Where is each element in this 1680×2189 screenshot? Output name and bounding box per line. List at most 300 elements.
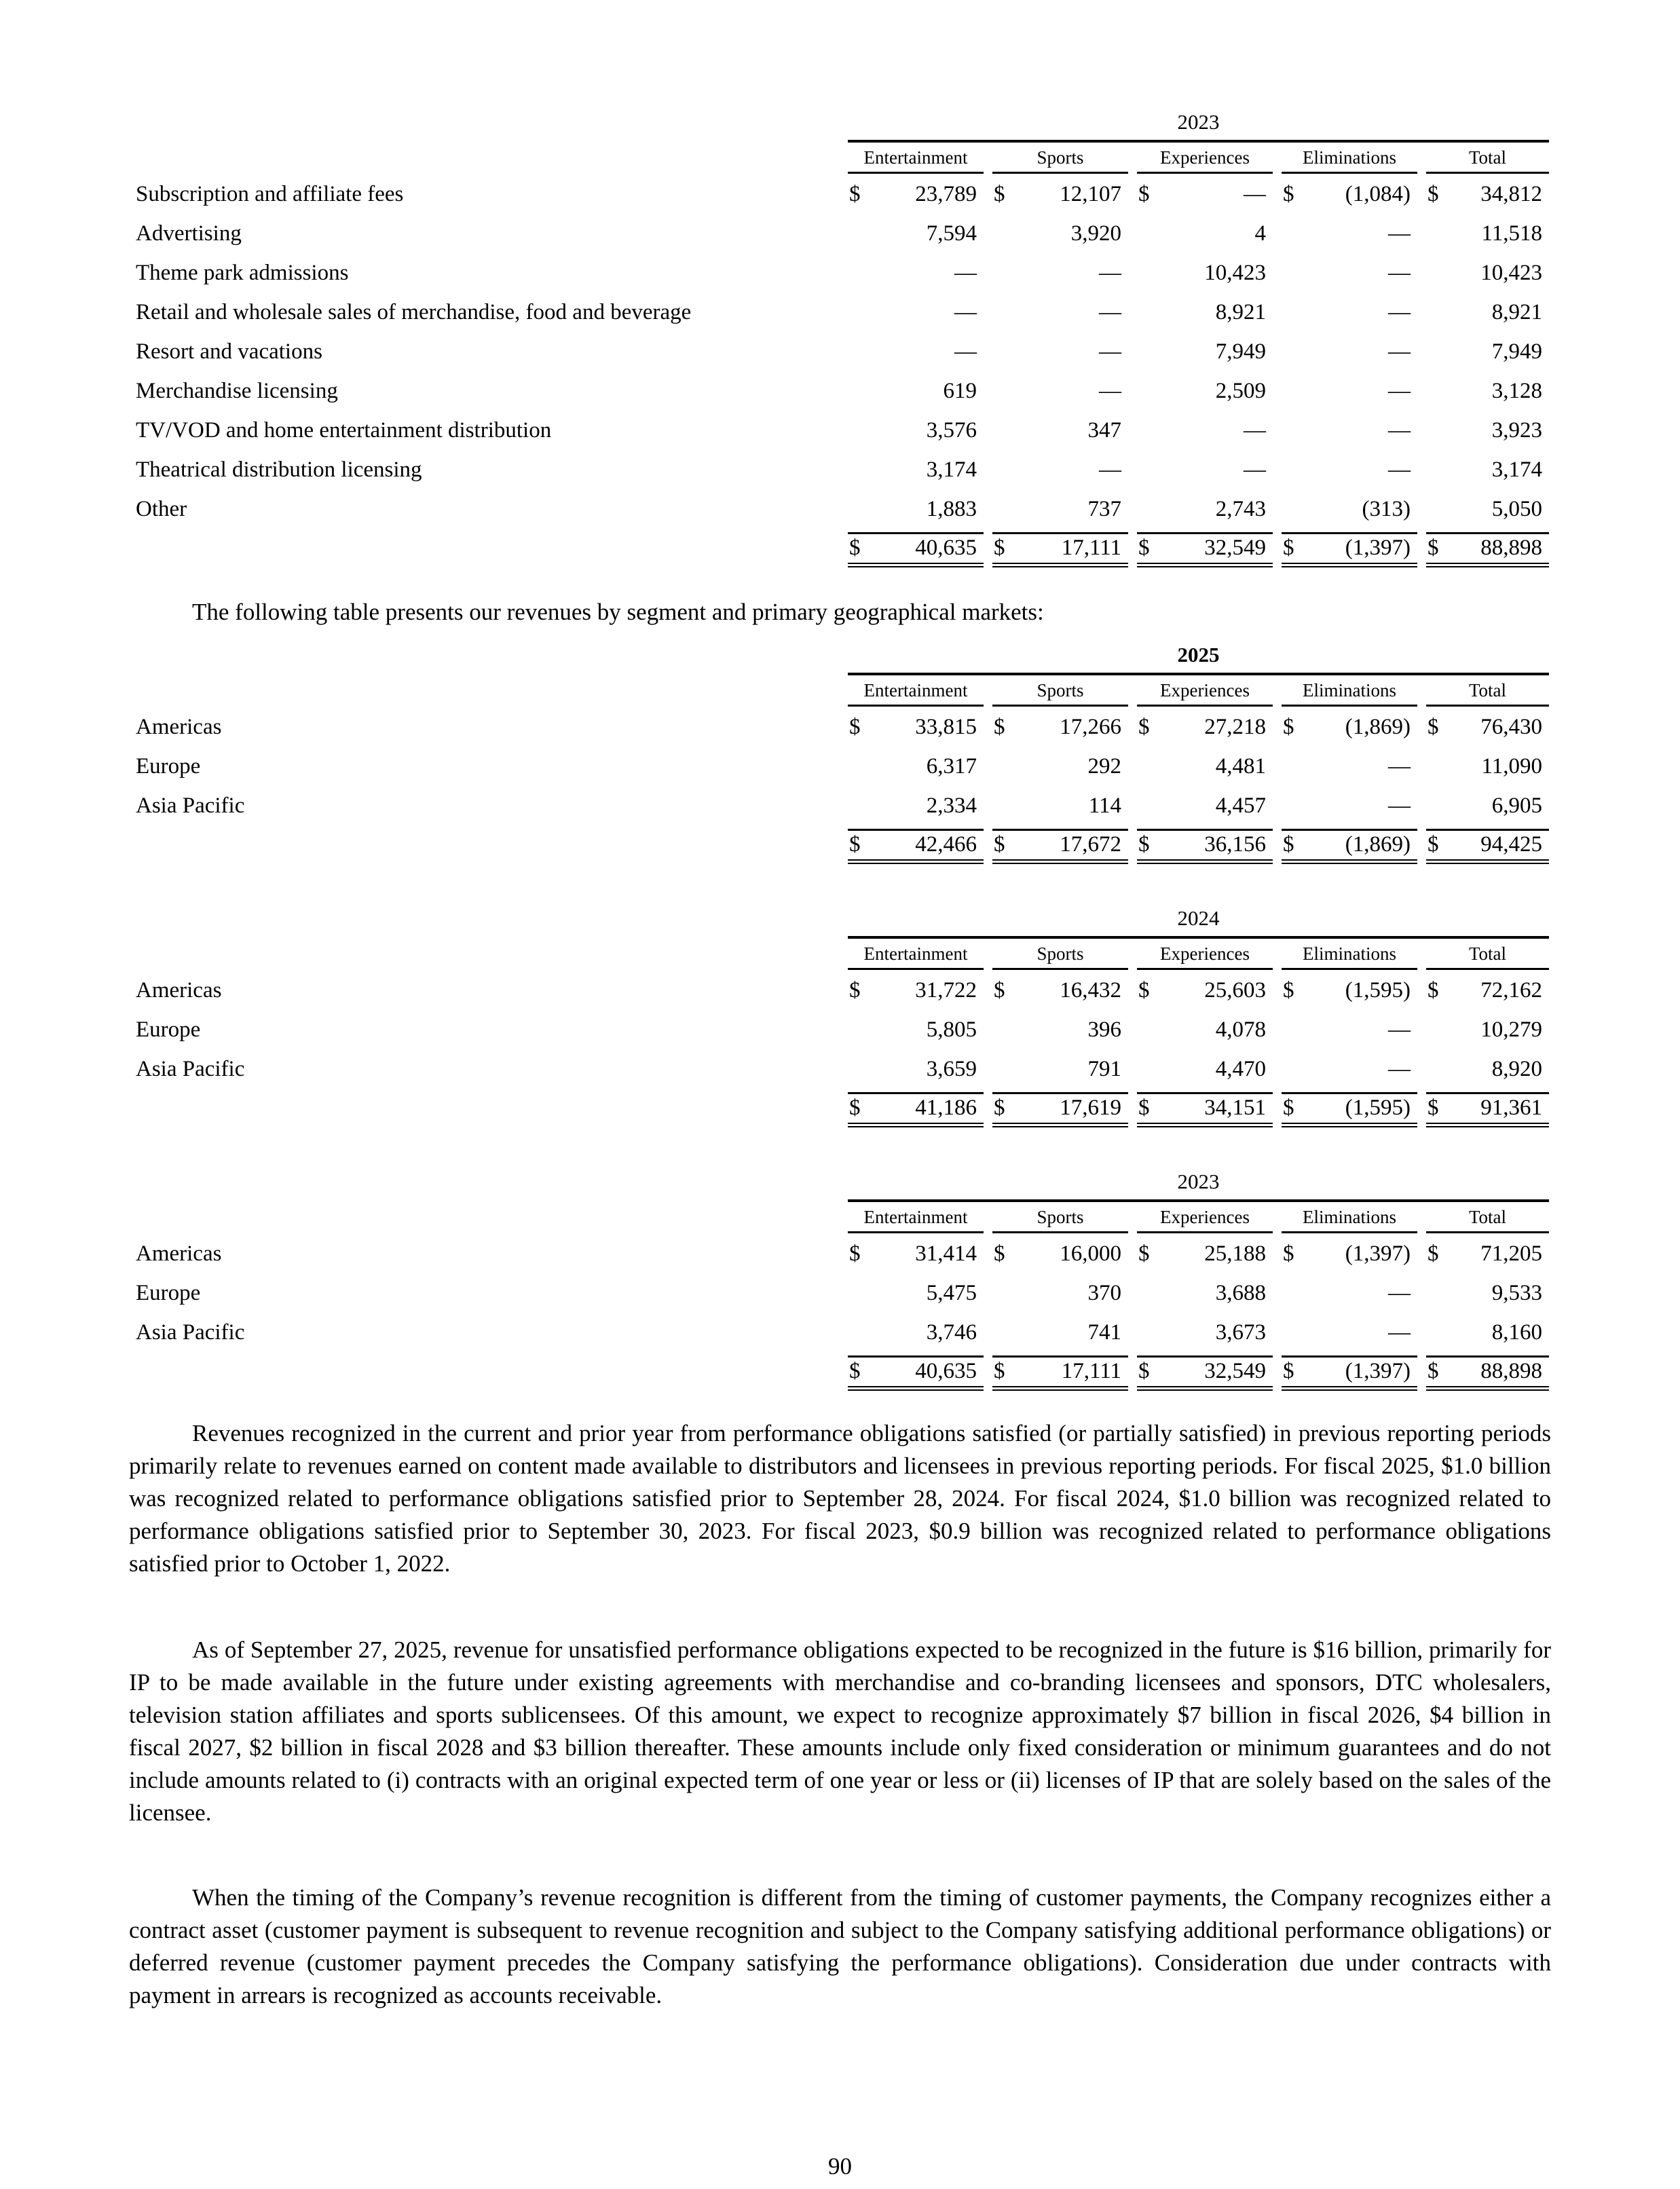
table-cell [1137, 495, 1273, 523]
cell-value: 791 [1087, 1057, 1121, 1081]
currency-symbol: $ [994, 715, 1005, 739]
total-cell [1426, 829, 1549, 864]
row-label: Advertising [136, 221, 242, 246]
table-cell [1137, 456, 1273, 483]
column-header-experiences: Experiences [1137, 942, 1273, 970]
cell-value: — [1388, 793, 1411, 818]
column-header-entertainment: Entertainment [848, 1205, 984, 1233]
currency-symbol: $ [994, 1241, 1005, 1266]
table-cell [1137, 1055, 1273, 1083]
total-cell [1426, 1092, 1549, 1127]
table-cell [1426, 1055, 1549, 1083]
cell-value: 17,619 [1060, 1096, 1121, 1120]
row-label: Theatrical distribution licensing [136, 457, 422, 482]
table-cell [1282, 1055, 1417, 1083]
row-label: Asia Pacific [136, 793, 245, 818]
table-cell [1426, 1279, 1549, 1307]
currency-symbol: $ [1427, 536, 1439, 560]
paragraph: When the timing of the Company’s revenue recognition is different from the timing of customer payments, the Company recognizes either a contract asset (customer payment is subsequent to revenue recognition and subject to the Company satisfying additional performance obligations) or deferred revenue (customer payment precedes the Company satisfying the performance obligations). Consideration due under contracts with payment in arrears is recognized as accounts receivable. [129, 1884, 1551, 2008]
column-header-experiences: Experiences [1137, 679, 1273, 707]
row-label: TV/VOD and home entertainment distribution [136, 418, 552, 443]
column-header-entertainment: Entertainment [848, 146, 984, 174]
table-cell [992, 220, 1128, 247]
table-cell [1282, 299, 1417, 326]
total-cell [1426, 1355, 1549, 1391]
cell-value: — [1099, 261, 1121, 285]
cell-value: — [1099, 457, 1121, 482]
total-cell [1282, 1355, 1417, 1391]
cell-value: 88,898 [1480, 1359, 1542, 1383]
row-label: Americas [136, 715, 222, 739]
row-label: Americas [136, 1241, 222, 1266]
column-header-entertainment: Entertainment [848, 679, 984, 707]
table-cell [1282, 181, 1417, 208]
cell-value: — [1099, 379, 1121, 403]
cell-value: 32,549 [1204, 1359, 1266, 1383]
cell-value: 72,162 [1480, 978, 1542, 1003]
cell-value: 1,883 [926, 497, 977, 521]
currency-symbol: $ [1427, 715, 1439, 739]
cell-value: — [954, 300, 977, 324]
row-label: Europe [136, 1017, 201, 1042]
column-header-sports: Sports [992, 1205, 1128, 1233]
table-cell [1282, 713, 1417, 741]
row-label: Asia Pacific [136, 1057, 245, 1081]
cell-value: — [1388, 457, 1411, 482]
column-header-total: Total [1426, 942, 1549, 970]
table-cell [992, 259, 1128, 286]
table-cell [1426, 753, 1549, 780]
table-cell [848, 1016, 984, 1043]
page-number: 90 [828, 2153, 852, 2179]
cell-value: — [1388, 221, 1411, 246]
cell-value: 619 [943, 379, 977, 403]
table-cell [1282, 456, 1417, 483]
cell-value: 33,815 [915, 715, 977, 739]
currency-symbol: $ [1283, 832, 1294, 857]
row-label: Other [136, 497, 187, 521]
currency-symbol: $ [1138, 978, 1150, 1003]
cell-value: 3,659 [926, 1057, 977, 1081]
currency-symbol: $ [994, 536, 1005, 560]
total-cell [1137, 1355, 1273, 1391]
total-cell [992, 532, 1128, 567]
cell-value: — [1099, 339, 1121, 364]
cell-value: 3,174 [926, 457, 977, 482]
table-cell [992, 338, 1128, 365]
table-cell [1137, 259, 1273, 286]
cell-value: — [1244, 457, 1266, 482]
table-cell [1426, 338, 1549, 365]
cell-value: 31,722 [915, 978, 977, 1003]
currency-symbol: $ [1138, 1096, 1150, 1120]
total-cell [848, 829, 984, 864]
cell-value: — [1244, 418, 1266, 443]
cell-value: 4,078 [1215, 1017, 1266, 1042]
table-cell [848, 1055, 984, 1083]
cell-value: 4,470 [1215, 1057, 1266, 1081]
table-cell [1282, 753, 1417, 780]
cell-value: 6,905 [1491, 793, 1542, 818]
cell-value: 76,430 [1480, 715, 1542, 739]
cell-value: 27,218 [1204, 715, 1266, 739]
table-cell [1426, 299, 1549, 326]
cell-value: 94,425 [1480, 832, 1542, 857]
cell-value: — [1099, 300, 1121, 324]
cell-value: (313) [1362, 497, 1411, 521]
cell-value: 17,111 [1061, 1359, 1121, 1383]
table-cell [848, 1240, 984, 1267]
cell-value: 91,361 [1480, 1096, 1542, 1120]
currency-symbol: $ [1138, 536, 1150, 560]
cell-value: 9,533 [1491, 1281, 1542, 1305]
table-cell [992, 1240, 1128, 1267]
table-cell [848, 792, 984, 819]
cell-value: 16,000 [1060, 1241, 1121, 1266]
table-cell [848, 753, 984, 780]
table-cell [1282, 1279, 1417, 1307]
cell-value: 25,603 [1204, 978, 1266, 1003]
total-cell [848, 532, 984, 567]
currency-symbol: $ [1138, 1359, 1150, 1383]
total-cell [1282, 532, 1417, 567]
cell-value: 8,921 [1215, 300, 1266, 324]
column-header-sports: Sports [992, 146, 1128, 174]
cell-value: 88,898 [1480, 536, 1542, 560]
table-cell [848, 495, 984, 523]
cell-value: 5,050 [1491, 497, 1542, 521]
cell-value: 3,923 [1491, 418, 1542, 443]
cell-value: 40,635 [915, 1359, 977, 1383]
table-cell [1137, 417, 1273, 444]
cell-value: 737 [1087, 497, 1121, 521]
total-cell [992, 1355, 1128, 1391]
cell-value: 3,576 [926, 418, 977, 443]
cell-value: (1,869) [1345, 832, 1411, 857]
currency-symbol: $ [849, 536, 861, 560]
currency-symbol: $ [1138, 832, 1150, 857]
table-cell [848, 181, 984, 208]
column-header-experiences: Experiences [1137, 1205, 1273, 1233]
cell-value: 3,746 [926, 1320, 977, 1345]
currency-symbol: $ [1427, 1241, 1439, 1266]
row-label: Europe [136, 1281, 201, 1305]
row-label: Asia Pacific [136, 1320, 245, 1345]
cell-value: (1,397) [1345, 1241, 1411, 1266]
currency-symbol: $ [994, 832, 1005, 857]
row-label: Subscription and affiliate fees [136, 182, 404, 206]
table-cell [992, 1016, 1128, 1043]
cell-value: 3,920 [1070, 221, 1121, 246]
table-cell [992, 1055, 1128, 1083]
table-cell [1137, 181, 1273, 208]
column-header-eliminations: Eliminations [1282, 1205, 1417, 1233]
cell-value: 7,594 [926, 221, 977, 246]
table-cell [1137, 338, 1273, 365]
table-cell [1426, 1016, 1549, 1043]
cell-value: 12,107 [1060, 182, 1121, 206]
cell-value: — [1388, 261, 1411, 285]
currency-symbol: $ [849, 1359, 861, 1383]
cell-value: 36,156 [1204, 832, 1266, 857]
cell-value: 8,920 [1491, 1057, 1542, 1081]
total-cell [1282, 1092, 1417, 1127]
total-cell [992, 1092, 1128, 1127]
table-cell [1426, 495, 1549, 523]
geo-2025-year-header: 2025 [848, 641, 1549, 675]
cell-value: 370 [1087, 1281, 1121, 1305]
row-label: Europe [136, 754, 201, 779]
table-cell [992, 299, 1128, 326]
cell-value: 8,160 [1491, 1320, 1542, 1345]
table-cell [992, 792, 1128, 819]
table-cell [1426, 713, 1549, 741]
table-cell [992, 1279, 1128, 1307]
cell-value: 5,475 [926, 1281, 977, 1305]
currency-symbol: $ [1283, 978, 1294, 1003]
table-cell [992, 977, 1128, 1004]
total-cell [1137, 829, 1273, 864]
currency-symbol: $ [994, 978, 1005, 1003]
cell-value: — [1388, 1281, 1411, 1305]
currency-symbol: $ [849, 715, 861, 739]
table-cell [1426, 220, 1549, 247]
currency-symbol: $ [994, 1096, 1005, 1120]
table-cell [1137, 1279, 1273, 1307]
currency-symbol: $ [849, 1241, 861, 1266]
cell-value: 3,128 [1491, 379, 1542, 403]
currency-symbol: $ [1427, 978, 1439, 1003]
currency-symbol: $ [1283, 1241, 1294, 1266]
table-cell [848, 456, 984, 483]
cell-value: — [1388, 754, 1411, 779]
cell-value: 16,432 [1060, 978, 1121, 1003]
table-cell [848, 1319, 984, 1346]
row-label: Merchandise licensing [136, 379, 338, 403]
cell-value: 6,317 [926, 754, 977, 779]
currency-symbol: $ [1283, 1096, 1294, 1120]
cell-value: 71,205 [1480, 1241, 1542, 1266]
table-cell [992, 456, 1128, 483]
table-cell [1282, 259, 1417, 286]
geo-2023-year-header: 2023 [848, 1168, 1549, 1202]
table-cell [992, 417, 1128, 444]
table-cell [992, 753, 1128, 780]
cell-value: — [1388, 1017, 1411, 1042]
cell-value: — [1388, 339, 1411, 364]
cell-value: 23,789 [915, 182, 977, 206]
column-header-entertainment: Entertainment [848, 942, 984, 970]
table-cell [1426, 1240, 1549, 1267]
paragraph: As of September 27, 2025, revenue for unsatisfied performance obligations expected to be recognized in the future is $16 billion, primarily for IP to be made available in the future under existing agreements with merchandise and co-branding licensees and sponsors, DTC wholesalers, television station affiliates and sports sublicensees. Of this amount, we expect to recognize approximately $7 billion in fiscal 2026, $4 billion in fiscal 2027, $2 billion in fiscal 2028 and $3 billion thereafter. These amounts include only fixed consideration or minimum guarantees and do not include amounts related to (i) contracts with an original expected term of one year or less or (ii) licenses of IP that are solely based on the sales of the licensee. [129, 1636, 1551, 1826]
cell-value: 2,743 [1215, 497, 1266, 521]
cell-value: — [1388, 1057, 1411, 1081]
cell-value: 42,466 [915, 832, 977, 857]
table-cell [1137, 1240, 1273, 1267]
currency-symbol: $ [1283, 715, 1294, 739]
cell-value: 34,151 [1204, 1096, 1266, 1120]
cell-value: 10,423 [1480, 261, 1542, 285]
currency-symbol: $ [994, 1359, 1005, 1383]
currency-symbol: $ [1283, 182, 1294, 206]
table-cell [848, 220, 984, 247]
table-cell [992, 495, 1128, 523]
total-cell [992, 829, 1128, 864]
column-header-eliminations: Eliminations [1282, 146, 1417, 174]
table-cell [1426, 259, 1549, 286]
currency-symbol: $ [1283, 536, 1294, 560]
table-cell [1282, 792, 1417, 819]
total-cell [1137, 532, 1273, 567]
currency-symbol: $ [1427, 182, 1439, 206]
table-cell [1282, 495, 1417, 523]
cell-value: 17,111 [1061, 536, 1121, 560]
table-cell [848, 417, 984, 444]
table-cell [848, 1279, 984, 1307]
currency-symbol: $ [1138, 715, 1150, 739]
table-cell [1426, 792, 1549, 819]
currency-symbol: $ [1283, 1359, 1294, 1383]
table-cell [1282, 220, 1417, 247]
total-cell [848, 1355, 984, 1391]
cell-value: (1,397) [1345, 536, 1411, 560]
cell-value: — [1388, 1320, 1411, 1345]
table-cell [848, 977, 984, 1004]
column-header-sports: Sports [992, 679, 1128, 707]
total-cell [848, 1092, 984, 1127]
table-cell [1282, 417, 1417, 444]
cell-value: (1,397) [1345, 1359, 1411, 1383]
cell-value: 347 [1087, 418, 1121, 443]
row-label: Theme park admissions [136, 261, 349, 285]
currency-symbol: $ [1138, 1241, 1150, 1266]
table-cell [1137, 220, 1273, 247]
cell-value: — [1388, 418, 1411, 443]
cell-value: 3,174 [1491, 457, 1542, 482]
currency-symbol: $ [849, 182, 861, 206]
cell-value: 741 [1087, 1320, 1121, 1345]
table-cell [1426, 377, 1549, 405]
row-label: Resort and vacations [136, 339, 322, 364]
currency-symbol: $ [1427, 1359, 1439, 1383]
cell-value: 2,334 [926, 793, 977, 818]
cell-value: 396 [1087, 1017, 1121, 1042]
table-cell [1426, 977, 1549, 1004]
cell-value: 31,414 [915, 1241, 977, 1266]
table-cell [992, 713, 1128, 741]
column-header-eliminations: Eliminations [1282, 679, 1417, 707]
cell-value: 10,279 [1480, 1017, 1542, 1042]
cell-value: 7,949 [1215, 339, 1266, 364]
table-cell [992, 181, 1128, 208]
cell-value: 4,481 [1215, 754, 1266, 779]
currency-symbol: $ [849, 1096, 861, 1120]
cell-value: 17,266 [1060, 715, 1121, 739]
total-cell [1426, 532, 1549, 567]
table-cell [1426, 1319, 1549, 1346]
table-cell [1282, 1016, 1417, 1043]
currency-symbol: $ [1427, 1096, 1439, 1120]
column-header-total: Total [1426, 679, 1549, 707]
cell-value: 4,457 [1215, 793, 1266, 818]
cell-value: 3,688 [1215, 1281, 1266, 1305]
table-cell [1137, 713, 1273, 741]
column-header-eliminations: Eliminations [1282, 942, 1417, 970]
cell-value: 17,672 [1060, 832, 1121, 857]
table-cell [1282, 977, 1417, 1004]
cell-value: 32,549 [1204, 536, 1266, 560]
cell-value: 114 [1088, 793, 1121, 818]
row-label: Americas [136, 978, 222, 1003]
table-cell [848, 338, 984, 365]
cell-value: (1,869) [1345, 715, 1411, 739]
cell-value: 41,186 [915, 1096, 977, 1120]
column-header-total: Total [1426, 146, 1549, 174]
cell-value: — [1388, 300, 1411, 324]
table-cell [848, 377, 984, 405]
cell-value: — [1388, 379, 1411, 403]
cell-value: 4 [1254, 221, 1266, 246]
table-cell [1137, 977, 1273, 1004]
cell-value: — [954, 339, 977, 364]
cell-value: 11,518 [1481, 221, 1542, 246]
geo-2024-year-header: 2024 [848, 905, 1549, 939]
cell-value: (1,084) [1345, 182, 1411, 206]
table-cell [848, 259, 984, 286]
cell-value: 34,812 [1480, 182, 1542, 206]
currency-symbol: $ [1427, 832, 1439, 857]
cell-value: 2,509 [1215, 379, 1266, 403]
currency-symbol: $ [849, 832, 861, 857]
table-cell [1282, 338, 1417, 365]
cell-value: 5,805 [926, 1017, 977, 1042]
cell-value: 3,673 [1215, 1320, 1266, 1345]
total-cell [1282, 829, 1417, 864]
cell-value: — [1244, 182, 1266, 206]
cell-value: 292 [1087, 754, 1121, 779]
table-cell [1426, 181, 1549, 208]
table-cell [1137, 1016, 1273, 1043]
table-cell [848, 713, 984, 741]
currency-symbol: $ [849, 978, 861, 1003]
table-cell [1426, 417, 1549, 444]
paragraph: Revenues recognized in the current and prior year from performance obligations satisfied (or partially satisfied) in previous reporting periods primarily relate to revenues earned on content made available to distributors and licensees in previous reporting periods. For fiscal 2025, $1.0 billion was recognized related to performance obligations satisfied prior to September 28, 2024. For fiscal 2024, $1.0 billion was recognized related to performance obligations satisfied prior to September 30, 2023. For fiscal 2023, $0.9 billion was recognized related to performance obligations satisfied prior to October 1, 2022. [129, 1420, 1551, 1577]
table-cell [1282, 1240, 1417, 1267]
column-header-total: Total [1426, 1205, 1549, 1233]
cell-value: 10,423 [1204, 261, 1266, 285]
table-cell [992, 1319, 1128, 1346]
cell-value: 7,949 [1491, 339, 1542, 364]
cell-value: 25,188 [1204, 1241, 1266, 1266]
currency-symbol: $ [994, 182, 1005, 206]
table-cell [1426, 456, 1549, 483]
intro-text: The following table presents our revenues by segment and primary geographical markets: [192, 599, 1044, 625]
table-cell [1137, 792, 1273, 819]
table-cell [1137, 1319, 1273, 1346]
column-header-sports: Sports [992, 942, 1128, 970]
table-cell [1282, 1319, 1417, 1346]
table-cell [1137, 753, 1273, 780]
revenue-type-year-header: 2023 [848, 109, 1549, 143]
row-label: Retail and wholesale sales of merchandise, food and beverage [136, 300, 692, 324]
table-cell [992, 377, 1128, 405]
cell-value: — [954, 261, 977, 285]
table-cell [1137, 377, 1273, 405]
table-cell [1282, 377, 1417, 405]
column-header-experiences: Experiences [1137, 146, 1273, 174]
table-cell [1137, 299, 1273, 326]
table-cell [848, 299, 984, 326]
